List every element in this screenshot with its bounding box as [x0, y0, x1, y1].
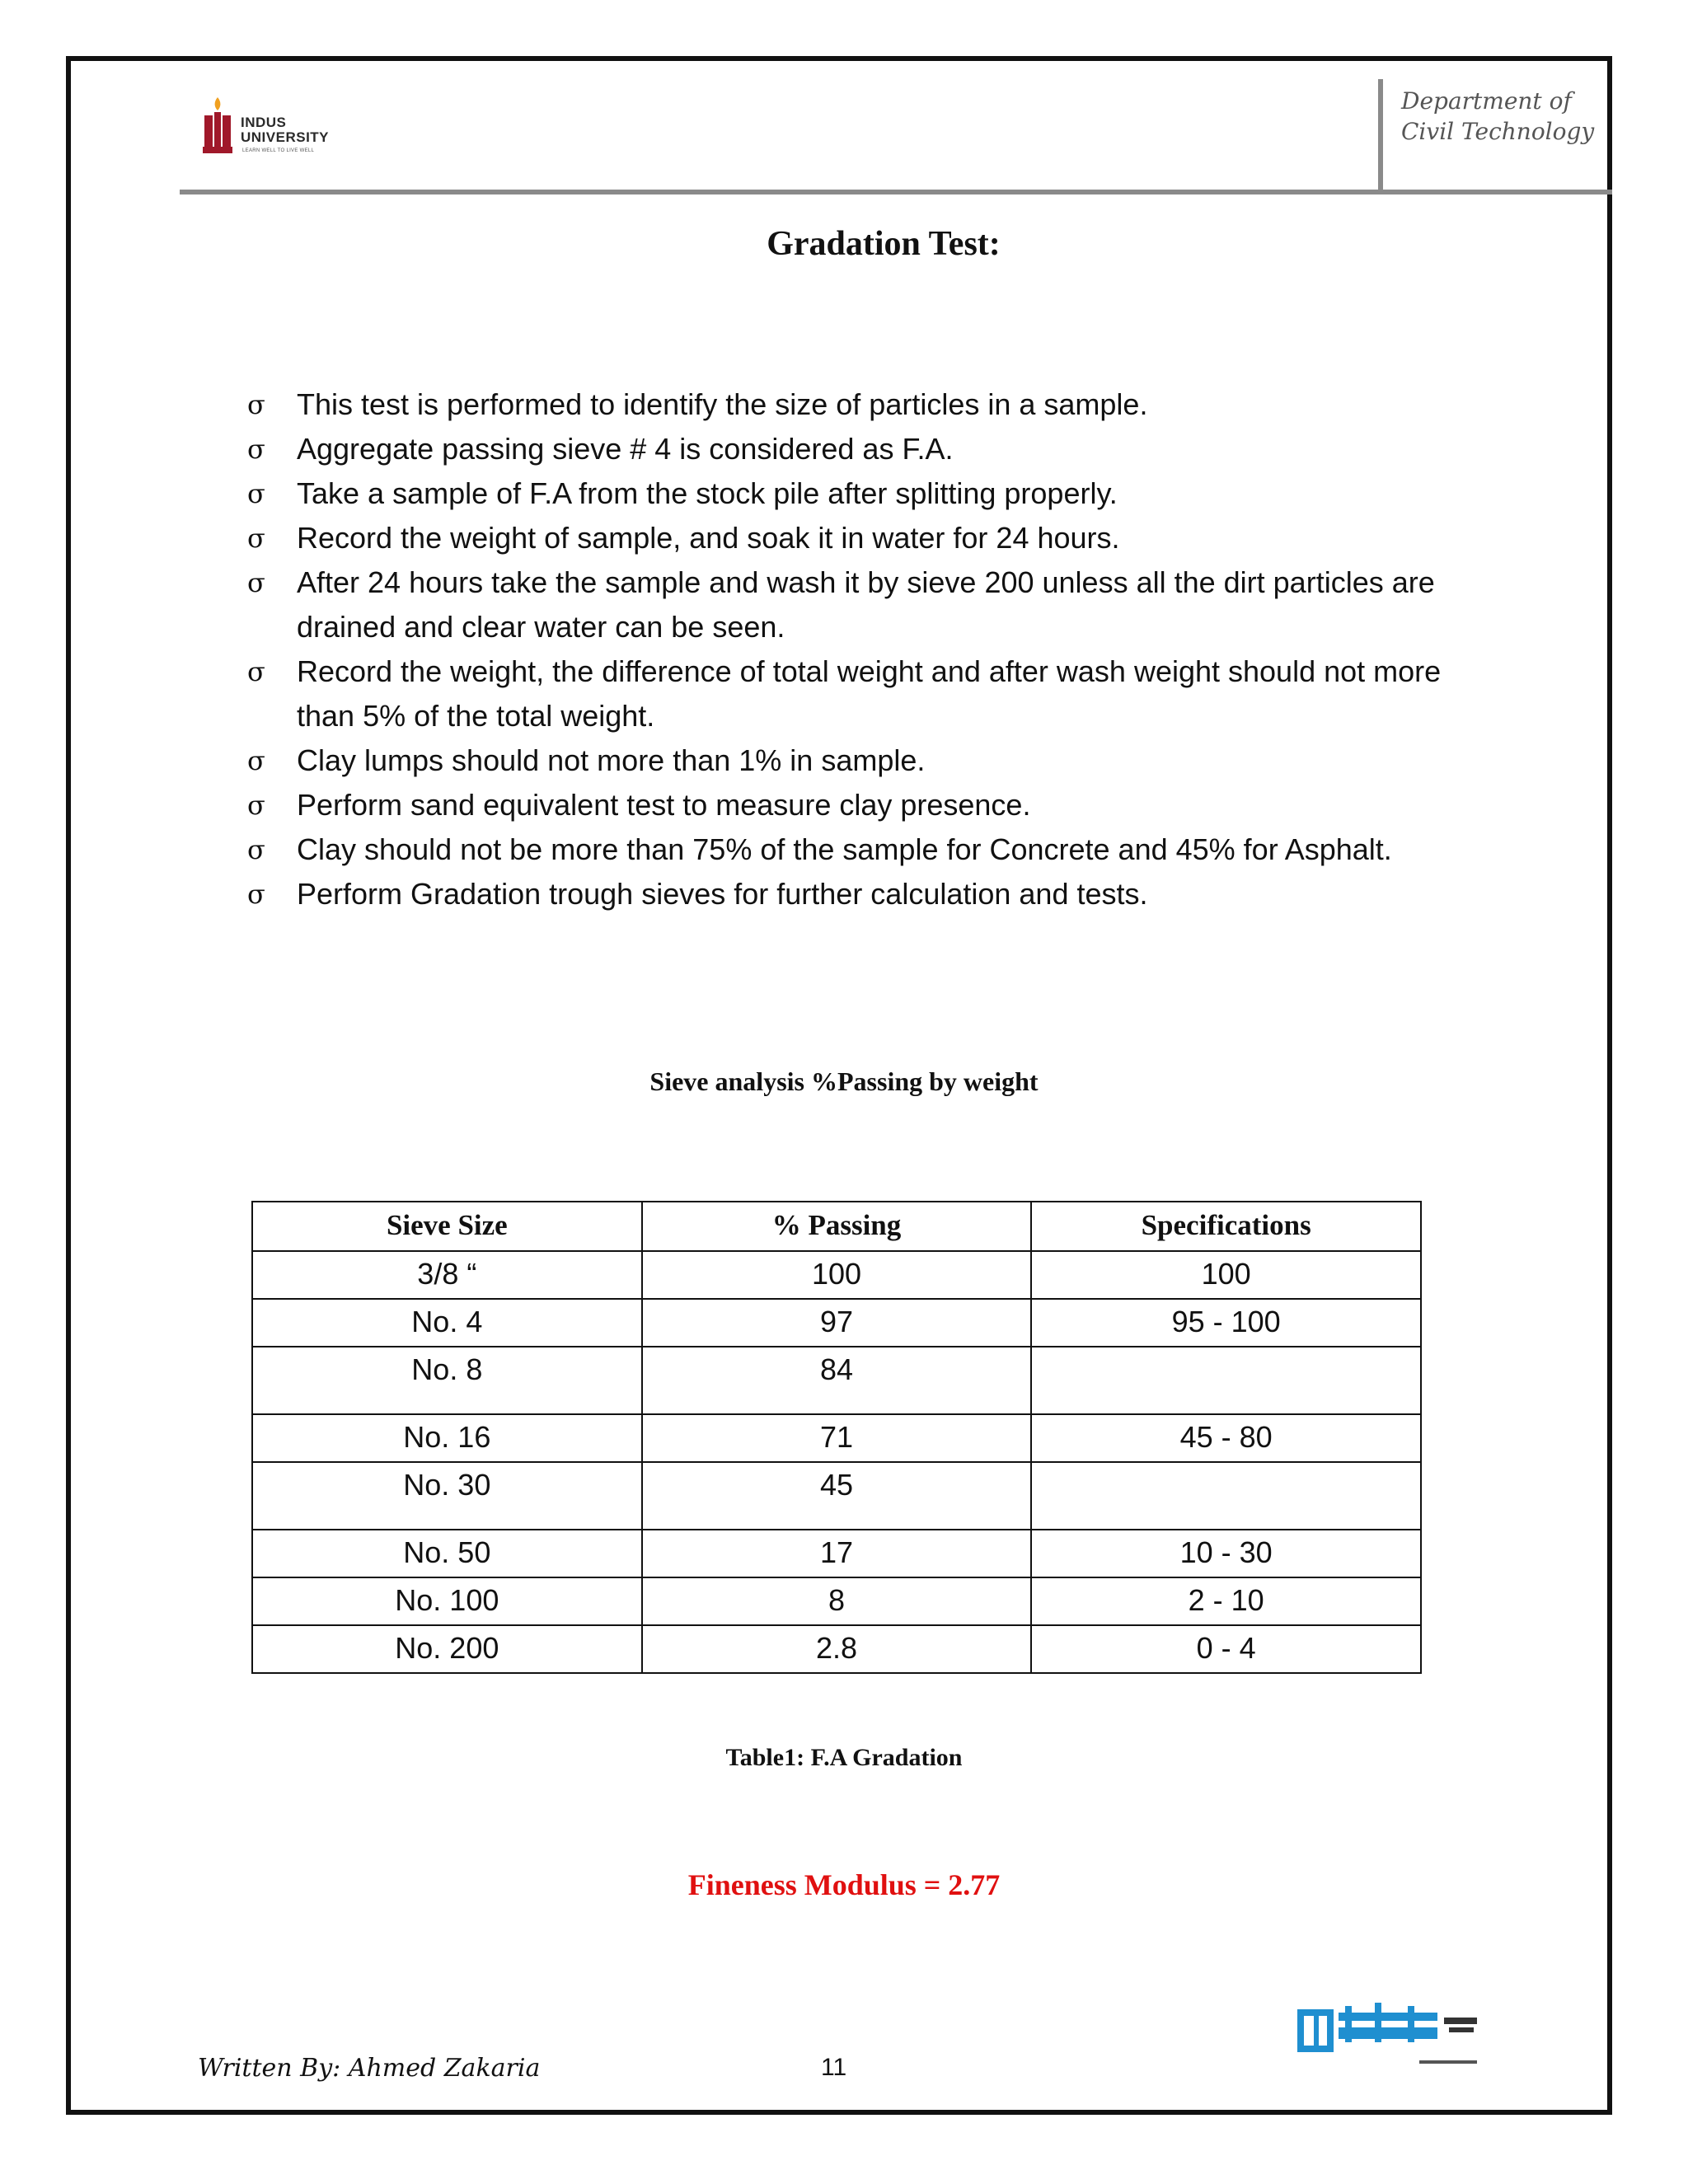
- sigma-bullet-icon: σ: [247, 656, 265, 687]
- department-name: Department of Civil Technology: [1401, 87, 1595, 145]
- page-number: 11: [821, 2054, 847, 2081]
- sigma-bullet-icon: σ: [247, 567, 265, 598]
- cell-sieve-size: 3/8 “: [252, 1251, 642, 1299]
- procedure-list: [247, 382, 1451, 916]
- table-row: [252, 1530, 1421, 1577]
- table-header-row: [252, 1202, 1421, 1251]
- fineness-modulus: Fineness Modulus = 2.77: [687, 1868, 1001, 1901]
- cell-specification: 45 - 80: [1031, 1414, 1421, 1462]
- sigma-bullet-icon: σ: [247, 879, 265, 910]
- list-item-text: After 24 hours take the sample and wash it by sieve 200 unless all the dirt particles are drained and clear water can be seen.: [297, 565, 1435, 644]
- page-title-text: Gradation Test:: [767, 225, 1001, 263]
- cell-specification: [1031, 1462, 1421, 1530]
- table-row: [252, 1251, 1421, 1299]
- cell-percent-passing: 17: [642, 1530, 1032, 1577]
- list-item-text: Record the weight, the difference of total weight and after wash weight should not more than 5% of the total weight.: [297, 654, 1442, 733]
- cell-sieve-size: No. 8: [252, 1347, 642, 1414]
- list-item: [247, 427, 1451, 471]
- list-item-text: This test is performed to identify the size of particles in a sample.: [297, 387, 1148, 421]
- cell-percent-passing: 2.8: [642, 1625, 1032, 1673]
- table-row: [252, 1347, 1421, 1414]
- header-divider: [180, 190, 1612, 194]
- list-item-text: Record the weight of sample, and soak it in water for 24 hours.: [297, 521, 1120, 555]
- sigma-bullet-icon: σ: [247, 745, 265, 776]
- cell-specification: [1031, 1347, 1421, 1414]
- cell-specification: 2 - 10: [1031, 1577, 1421, 1625]
- list-item-text: Perform Gradation trough sieves for further calculation and tests.: [297, 877, 1148, 911]
- sigma-bullet-icon: σ: [247, 790, 265, 821]
- sigma-bullet-icon: σ: [247, 834, 265, 865]
- cell-sieve-size: No. 50: [252, 1530, 642, 1577]
- cell-percent-passing: 97: [642, 1299, 1032, 1347]
- cell-percent-passing: 71: [642, 1414, 1032, 1462]
- cell-sieve-size: No. 30: [252, 1462, 642, 1530]
- column-header-percent-passing: % Passing: [642, 1202, 1032, 1251]
- logo-tagline: LEARN WELL TO LIVE WELL: [242, 148, 315, 153]
- sigma-bullet-icon: σ: [247, 523, 265, 554]
- list-item: [247, 649, 1451, 738]
- cell-sieve-size: No. 4: [252, 1299, 642, 1347]
- torch-logo-icon: [199, 94, 236, 157]
- logo-name: [241, 115, 329, 145]
- header-vertical-divider: [1378, 79, 1383, 191]
- cell-specification: 95 - 100: [1031, 1299, 1421, 1347]
- cell-specification: 0 - 4: [1031, 1625, 1421, 1673]
- list-item: [247, 471, 1451, 516]
- column-header-sieve-size: Sieve Size: [252, 1202, 642, 1251]
- cell-percent-passing: 100: [642, 1251, 1032, 1299]
- cell-percent-passing: 84: [642, 1347, 1032, 1414]
- gradation-table: [251, 1201, 1422, 1674]
- list-item: [247, 560, 1451, 649]
- table-row: [252, 1462, 1421, 1530]
- university-logo: [198, 92, 354, 158]
- list-item: [247, 738, 1451, 783]
- footer-author: Written By: Ahmed Zakaria: [198, 2054, 541, 2083]
- cell-specification: 10 - 30: [1031, 1530, 1421, 1577]
- table-caption: Table1: F.A Gradation: [725, 1744, 963, 1771]
- list-item: [247, 382, 1451, 427]
- column-header-specifications: Specifications: [1031, 1202, 1421, 1251]
- sigma-bullet-icon: σ: [247, 434, 265, 465]
- list-item-text: Aggregate passing sieve # 4 is considered as F.A.: [297, 432, 954, 466]
- page-title: [0, 224, 1688, 264]
- logo-name-line2: UNIVERSITY: [241, 129, 330, 145]
- list-item-text: Perform sand equivalent test to measure clay presence.: [297, 788, 1031, 822]
- list-item: [247, 827, 1451, 872]
- list-item-text: Take a sample of F.A from the stock pile after splitting properly.: [297, 476, 1118, 510]
- cell-sieve-size: No. 100: [252, 1577, 642, 1625]
- table-heading: Sieve analysis %Passing by weight: [649, 1066, 1039, 1096]
- table-row: [252, 1625, 1421, 1673]
- table-row: [252, 1299, 1421, 1347]
- list-item: [247, 783, 1451, 827]
- list-item-text: Clay lumps should not more than 1% in sample.: [297, 743, 926, 777]
- list-item-text: Clay should not be more than 75% of the sample for Concrete and 45% for Asphalt.: [297, 832, 1392, 866]
- sigma-bullet-icon: σ: [247, 389, 265, 420]
- cell-sieve-size: No. 16: [252, 1414, 642, 1462]
- company-logo-icon: [1296, 1994, 1485, 2085]
- cell-percent-passing: 45: [642, 1462, 1032, 1530]
- cell-specification: 100: [1031, 1251, 1421, 1299]
- list-item: [247, 872, 1451, 916]
- sigma-bullet-icon: σ: [247, 478, 265, 509]
- cell-percent-passing: 8: [642, 1577, 1032, 1625]
- cell-sieve-size: No. 200: [252, 1625, 642, 1673]
- list-item: [247, 516, 1451, 560]
- logo-name-line1: INDUS: [241, 115, 287, 130]
- table-row: [252, 1414, 1421, 1462]
- table-row: [252, 1577, 1421, 1625]
